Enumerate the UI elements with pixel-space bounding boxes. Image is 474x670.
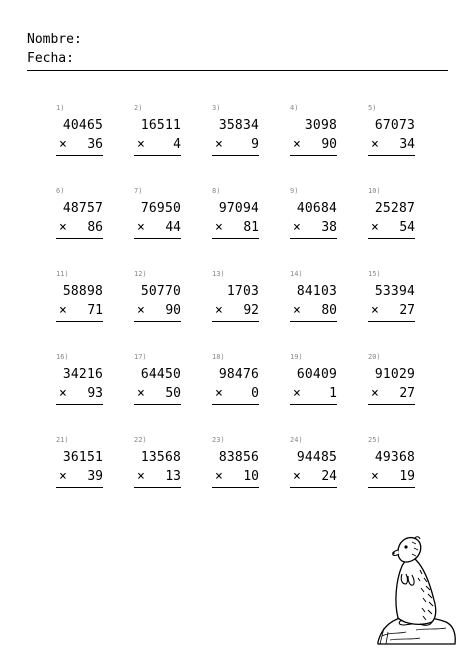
problem-2 — [134, 104, 181, 164]
problem-15 — [368, 270, 415, 330]
multiplicand: 49368 — [374, 450, 415, 465]
problem-3 — [212, 104, 259, 164]
multiplicand: 34216 — [62, 367, 103, 382]
multiplicand: 36151 — [62, 450, 103, 465]
multiply-sign: × — [215, 137, 223, 152]
multiplier: 19 — [399, 469, 415, 484]
name-label: Nombre: — [27, 32, 82, 47]
multiplicand: 97094 — [218, 201, 259, 216]
worksheet-header — [27, 30, 82, 68]
multiply-sign: × — [59, 137, 67, 152]
multiply-sign: × — [371, 220, 379, 235]
problem-number: 5) — [368, 104, 377, 112]
multiplier: 38 — [321, 220, 337, 235]
problem-number: 2) — [134, 104, 143, 112]
problem-24 — [290, 436, 337, 496]
multiplier: 0 — [251, 386, 259, 401]
problem-number: 20) — [368, 353, 381, 361]
problem-12 — [134, 270, 181, 330]
multiply-sign: × — [137, 137, 145, 152]
answer-line — [134, 487, 181, 488]
answer-line — [368, 404, 415, 405]
multiplier: 10 — [243, 469, 259, 484]
multiplier: 1 — [329, 386, 337, 401]
multiplicand: 60409 — [296, 367, 337, 382]
answer-line — [368, 487, 415, 488]
answer-line — [56, 238, 103, 239]
problem-25 — [368, 436, 415, 496]
multiply-sign: × — [293, 303, 301, 318]
multiplicand: 25287 — [374, 201, 415, 216]
multiplier: 24 — [321, 469, 337, 484]
answer-line — [212, 487, 259, 488]
problem-number: 4) — [290, 104, 299, 112]
multiplier: 27 — [399, 386, 415, 401]
problem-number: 21) — [56, 436, 69, 444]
problem-7 — [134, 187, 181, 247]
multiply-sign: × — [59, 386, 67, 401]
problem-number: 6) — [56, 187, 65, 195]
problem-4 — [290, 104, 337, 164]
multiplier: 27 — [399, 303, 415, 318]
answer-line — [212, 155, 259, 156]
problem-22 — [134, 436, 181, 496]
answer-line — [212, 238, 259, 239]
answer-line — [368, 155, 415, 156]
problem-number: 25) — [368, 436, 381, 444]
multiplier: 92 — [243, 303, 259, 318]
problem-18 — [212, 353, 259, 413]
multiplier: 90 — [165, 303, 181, 318]
multiply-sign: × — [215, 220, 223, 235]
multiplier: 71 — [87, 303, 103, 318]
header-divider — [27, 70, 448, 71]
problem-16 — [56, 353, 103, 413]
multiplicand: 84103 — [296, 284, 337, 299]
multiplier: 50 — [165, 386, 181, 401]
multiply-sign: × — [371, 137, 379, 152]
problem-number: 3) — [212, 104, 221, 112]
problem-number: 1) — [56, 104, 65, 112]
problem-grid — [56, 104, 415, 496]
multiplier: 4 — [173, 137, 181, 152]
multiply-sign: × — [59, 469, 67, 484]
problem-number: 8) — [212, 187, 221, 195]
multiplicand: 91029 — [374, 367, 415, 382]
multiplicand: 67073 — [374, 118, 415, 133]
multiplicand: 83856 — [218, 450, 259, 465]
answer-line — [368, 321, 415, 322]
multiply-sign: × — [215, 386, 223, 401]
answer-line — [134, 404, 181, 405]
multiplier: 44 — [165, 220, 181, 235]
problem-number: 19) — [290, 353, 303, 361]
multiplicand: 1703 — [226, 284, 259, 299]
answer-line — [56, 487, 103, 488]
problem-14 — [290, 270, 337, 330]
multiplier: 36 — [87, 137, 103, 152]
multiplier: 80 — [321, 303, 337, 318]
multiplicand: 16511 — [140, 118, 181, 133]
multiplier: 81 — [243, 220, 259, 235]
multiplicand: 58898 — [62, 284, 103, 299]
problem-number: 17) — [134, 353, 147, 361]
multiplicand: 98476 — [218, 367, 259, 382]
problem-9 — [290, 187, 337, 247]
multiplicand: 35834 — [218, 118, 259, 133]
problem-number: 24) — [290, 436, 303, 444]
multiplicand: 53394 — [374, 284, 415, 299]
answer-line — [56, 404, 103, 405]
multiply-sign: × — [215, 469, 223, 484]
multiply-sign: × — [371, 303, 379, 318]
multiply-sign: × — [137, 303, 145, 318]
problem-17 — [134, 353, 181, 413]
multiply-sign: × — [137, 469, 145, 484]
problem-number: 13) — [212, 270, 225, 278]
problem-21 — [56, 436, 103, 496]
answer-line — [134, 238, 181, 239]
problem-number: 22) — [134, 436, 147, 444]
problem-number: 23) — [212, 436, 225, 444]
answer-line — [134, 321, 181, 322]
problem-19 — [290, 353, 337, 413]
answer-line — [290, 404, 337, 405]
multiply-sign: × — [293, 469, 301, 484]
multiplicand: 3098 — [304, 118, 337, 133]
answer-line — [290, 321, 337, 322]
answer-line — [56, 321, 103, 322]
answer-line — [212, 404, 259, 405]
problem-number: 9) — [290, 187, 299, 195]
answer-line — [290, 238, 337, 239]
multiply-sign: × — [137, 386, 145, 401]
multiplicand: 48757 — [62, 201, 103, 216]
problem-number: 12) — [134, 270, 147, 278]
multiplier: 34 — [399, 137, 415, 152]
problem-13 — [212, 270, 259, 330]
groundhog-illustration-icon — [376, 522, 456, 647]
answer-line — [134, 155, 181, 156]
answer-line — [290, 155, 337, 156]
multiply-sign: × — [293, 220, 301, 235]
answer-line — [56, 155, 103, 156]
answer-line — [212, 321, 259, 322]
multiplicand: 50770 — [140, 284, 181, 299]
answer-line — [368, 238, 415, 239]
multiply-sign: × — [137, 220, 145, 235]
problem-number: 18) — [212, 353, 225, 361]
multiplicand: 76950 — [140, 201, 181, 216]
date-label: Fecha: — [27, 51, 74, 66]
multiplicand: 40684 — [296, 201, 337, 216]
problem-23 — [212, 436, 259, 496]
problem-number: 7) — [134, 187, 143, 195]
multiplicand: 40465 — [62, 118, 103, 133]
problem-10 — [368, 187, 415, 247]
multiplier: 93 — [87, 386, 103, 401]
problem-number: 15) — [368, 270, 381, 278]
multiply-sign: × — [371, 386, 379, 401]
multiplier: 13 — [165, 469, 181, 484]
problem-1 — [56, 104, 103, 164]
problem-8 — [212, 187, 259, 247]
problem-5 — [368, 104, 415, 164]
multiply-sign: × — [293, 386, 301, 401]
problem-11 — [56, 270, 103, 330]
problem-number: 11) — [56, 270, 69, 278]
problem-6 — [56, 187, 103, 247]
multiply-sign: × — [293, 137, 301, 152]
multiplicand: 13568 — [140, 450, 181, 465]
problem-20 — [368, 353, 415, 413]
multiplicand: 94485 — [296, 450, 337, 465]
problem-number: 10) — [368, 187, 381, 195]
multiplier: 90 — [321, 137, 337, 152]
multiply-sign: × — [371, 469, 379, 484]
multiply-sign: × — [215, 303, 223, 318]
multiply-sign: × — [59, 303, 67, 318]
problem-number: 16) — [56, 353, 69, 361]
multiplier: 39 — [87, 469, 103, 484]
multiplicand: 64450 — [140, 367, 181, 382]
multiply-sign: × — [59, 220, 67, 235]
multiplier: 86 — [87, 220, 103, 235]
answer-line — [290, 487, 337, 488]
multiplier: 54 — [399, 220, 415, 235]
problem-number: 14) — [290, 270, 303, 278]
multiplier: 9 — [251, 137, 259, 152]
